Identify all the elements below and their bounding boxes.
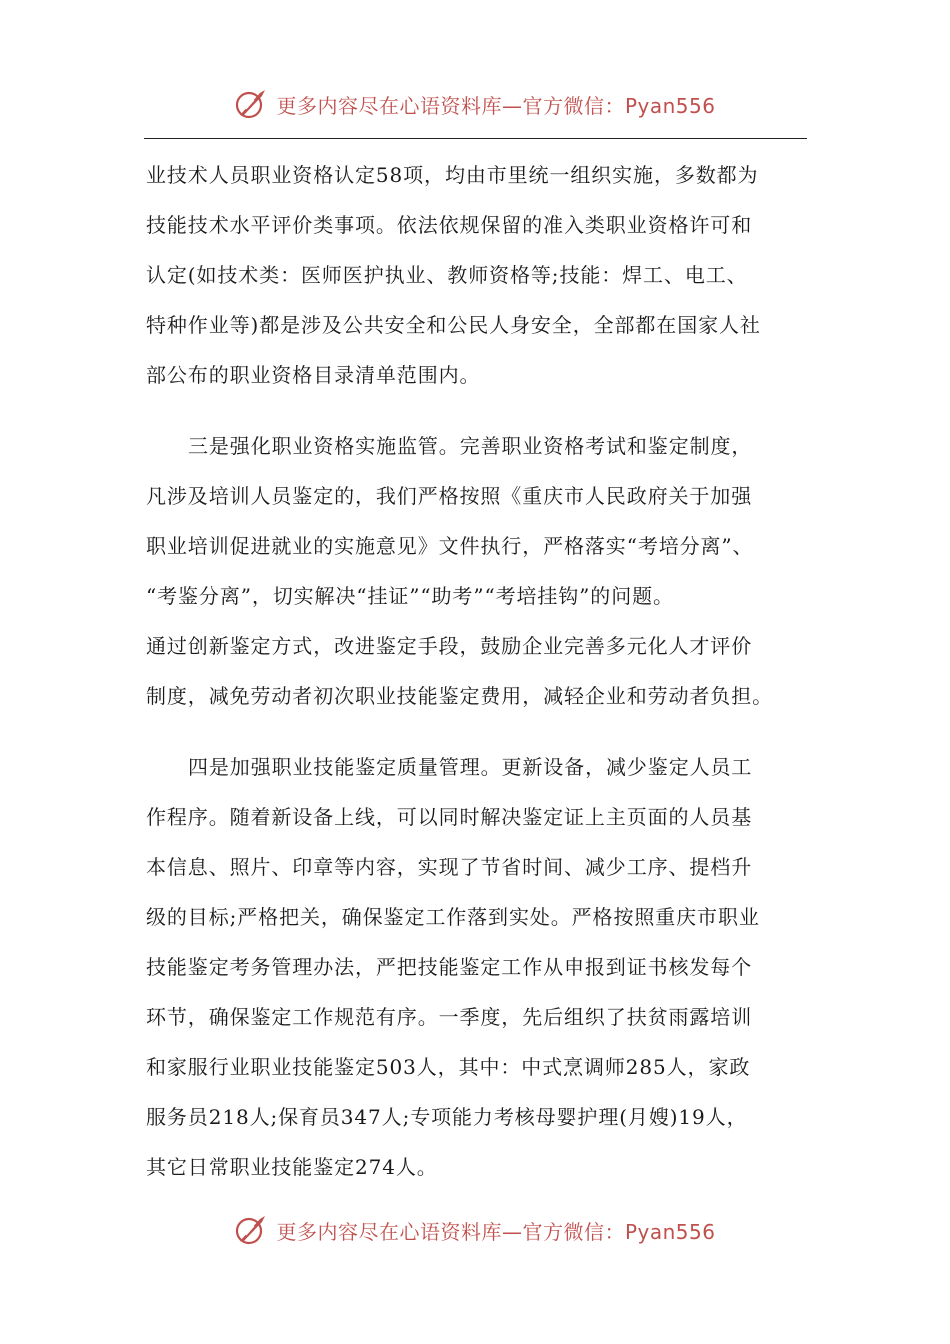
banner-text: 更多内容尽在心语资料库—官方微信：Pyan556: [276, 93, 716, 118]
footer-banner: [0, 1210, 950, 1250]
text-line: 级的目标;严格把关，确保鉴定工作落到实处。严格按照重庆市职业: [146, 905, 760, 929]
text-line: 业技术人员职业资格认定58项，均由市里统一组织实施，多数都为: [146, 163, 759, 187]
paragraph-3: [146, 742, 808, 1192]
text-line: 认定(如技术类：医师医护执业、教师资格等;技能：焊工、电工、: [146, 263, 748, 287]
text-line: 三是强化职业资格实施监管。完善职业资格考试和鉴定制度，: [188, 434, 753, 458]
banner-text: 更多内容尽在心语资料库—官方微信：Pyan556: [276, 1219, 716, 1244]
text-line: 技能技术水平评价类事项。依法依规保留的准入类职业资格许可和: [146, 213, 753, 237]
text-line: 凡涉及培训人员鉴定的，我们严格按照《重庆市人民政府关于加强: [146, 484, 753, 508]
text-line: 通过创新鉴定方式，改进鉴定手段，鼓励企业完善多元化人才评价: [146, 634, 753, 658]
text-line: 环节，确保鉴定工作规范有序。一季度，先后组织了扶贫雨露培训: [146, 1005, 753, 1029]
quill-pen-logo-icon: [234, 1213, 268, 1247]
text-line: 四是加强职业技能鉴定质量管理。更新设备，减少鉴定人员工: [188, 755, 753, 779]
text-line: 本信息、照片、印章等内容，实现了节省时间、减少工序、提档升: [146, 855, 753, 879]
text-line: 服务员218人;保育员347人;专项能力考核母婴护理(月嫂)19人，: [146, 1105, 748, 1129]
text-line: 其它日常职业技能鉴定274人。: [146, 1155, 438, 1179]
text-line: 技能鉴定考务管理办法，严把技能鉴定工作从申报到证书核发每个: [146, 955, 753, 979]
text-line: 和家服行业职业技能鉴定503人，其中：中式烹调师285人，家政: [146, 1055, 751, 1079]
text-line: 部公布的职业资格目录清单范围内。: [146, 363, 481, 387]
text-line: 职业培训促进就业的实施意见》文件执行，严格落实“考培分离”、: [146, 534, 754, 558]
paragraph-spacer: [146, 721, 808, 742]
paragraph-spacer: [146, 400, 808, 421]
quill-pen-logo-icon: [234, 87, 268, 121]
text-line: 制度，减免劳动者初次职业技能鉴定费用，减轻企业和劳动者负担。: [146, 684, 773, 708]
header-banner: [0, 84, 950, 124]
text-line: 特种作业等)都是涉及公共安全和公民人身安全，全部都在国家人社: [146, 313, 761, 337]
text-line: 作程序。随着新设备上线，可以同时解决鉴定证上主页面的人员基: [146, 805, 753, 829]
paragraph-1: [146, 150, 808, 400]
paragraph-2: [146, 421, 808, 721]
text-line: “考鉴分离”，切实解决“挂证”“助考”“考培挂钩”的问题。: [146, 584, 674, 608]
document-body: [146, 150, 808, 1192]
header-divider: [144, 138, 807, 139]
